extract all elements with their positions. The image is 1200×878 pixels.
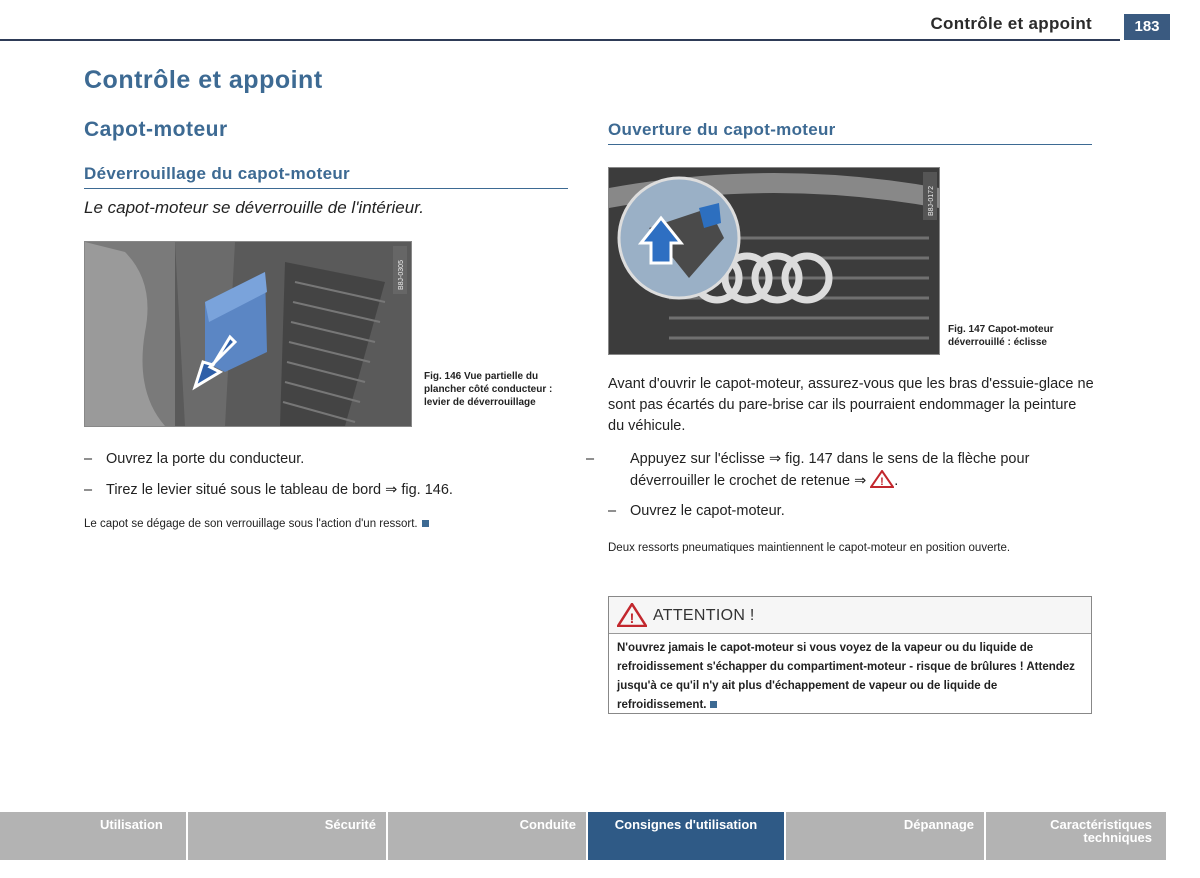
note-text: Le capot se dégage de son verrouillage sous l'action d'un ressort. [84,515,429,534]
header-rule [0,39,1120,41]
list-item: – Tirez le levier situé sous le tableau de bord ⇒ fig. 146. [84,482,453,498]
subsection-title-deverrouillage: Déverrouillage du capot-moteur [84,164,568,189]
tab-consignes[interactable]: Consignes d'utilisation [588,812,784,860]
figure-147-image [608,167,940,355]
warning-text: N'ouvrez jamais le capot-moteur si vous voyez de la vapeur ou du liquide de refroidissement s'échapper du compartiment-moteur - risque de brûlures ! Attendez jusqu'à ce qu'il n'y ait plus d'échappement de vapeur ou de liquide de refroidissement. [617,642,1075,711]
running-header-title: Contrôle et appoint [930,14,1092,33]
svg-text:!: ! [880,476,885,488]
figure-147-caption: Fig. 147 Capot-moteur déverrouillé : éclisse [948,324,1054,348]
warning-triangle-icon [617,603,647,627]
tab-depannage[interactable]: Dépannage [786,812,984,860]
chapter-nav [0,812,1180,860]
warning-triangle-icon [870,470,894,488]
step-text: Ouvrez le capot-moteur. [630,503,785,519]
list-item: – Appuyez sur l'éclisse ⇒ fig. 147 dans le sens de la flèche pour déverrouiller le crochet de retenue ⇒ ! . [586,451,1030,489]
end-square-icon [422,520,429,527]
list-item: – Ouvrez le capot-moteur. [608,503,785,519]
tab-securite[interactable]: Sécurité [188,812,386,860]
svg-text:!: ! [629,610,635,626]
body-paragraph: Avant d'ouvrir le capot-moteur, assurez-vous que les bras d'essuie-glace ne sont pas écartés du pare-brise car ils pourraient endommager la peinture du véhicule. [608,376,1094,434]
warning-box [608,596,1092,714]
figure-146-code: B8J-0305 [398,260,405,290]
page-number: 183 [1124,14,1170,40]
tab-caracteristiques[interactable]: Caractéristiques techniques [986,812,1166,860]
figure-146-caption: Fig. 146 Vue partielle du plancher côté conducteur : levier de déverrouillage [424,371,553,408]
step-text: Tirez le levier situé sous le tableau de bord ⇒ fig. 146. [106,482,453,498]
list-item: – Ouvrez la porte du conducteur. [84,451,305,467]
page-title: Contrôle et appoint [84,66,323,94]
end-square-icon [710,701,717,708]
warning-header [609,597,1091,634]
section-title-ouverture: Ouverture du capot-moteur [608,120,1092,145]
step-text: Appuyez sur l'éclisse ⇒ fig. 147 dans le sens de la flèche pour déverrouiller le crochet de retenue ⇒ [630,451,1030,489]
tab-utilisation[interactable]: Utilisation [0,812,186,860]
section-title-capot: Capot-moteur [84,118,228,141]
warning-title: ATTENTION ! [653,607,755,624]
intro-text: Le capot-moteur se déverrouille de l'intérieur. [84,198,424,217]
tab-conduite[interactable]: Conduite [388,812,586,860]
figure-147-code: B8J-0172 [928,186,935,216]
figure-146-image [84,241,412,427]
step-text: Ouvrez la porte du conducteur. [106,451,305,467]
note-text: Deux ressorts pneumatiques maintiennent le capot-moteur en position ouverte. [608,542,1011,554]
